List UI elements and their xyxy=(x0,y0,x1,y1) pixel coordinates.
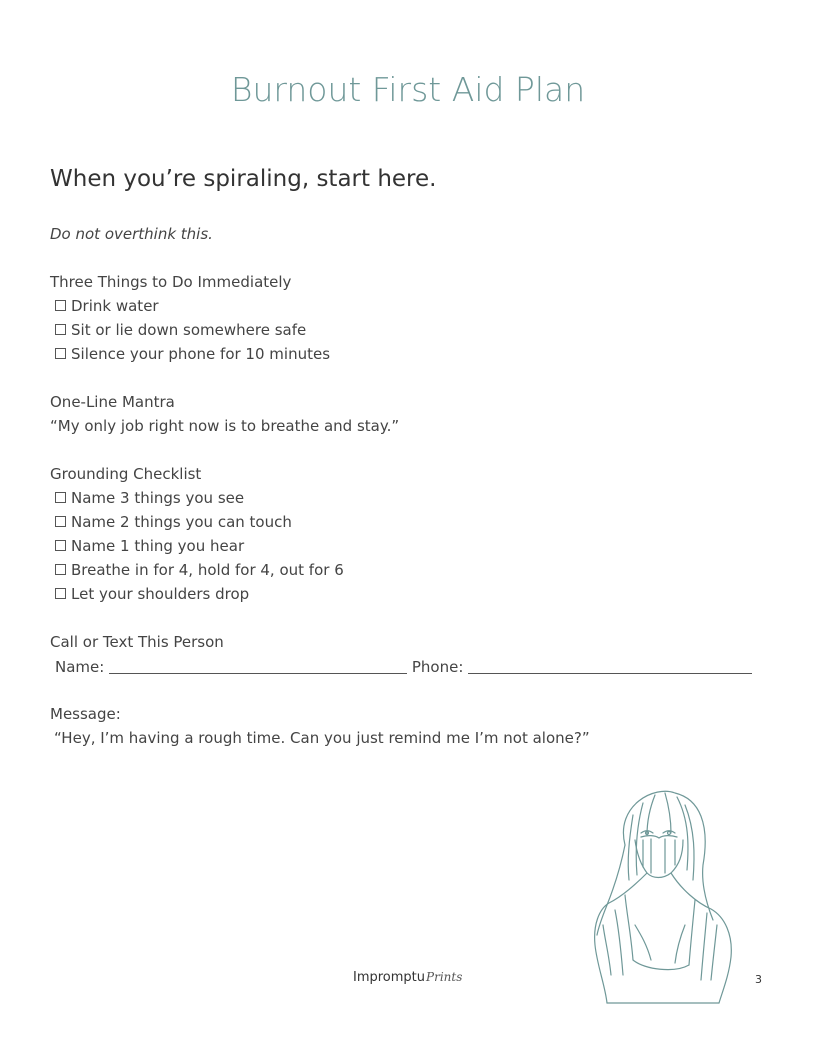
name-field[interactable] xyxy=(109,657,407,674)
checklist-item: Sit or lie down somewhere safe xyxy=(50,318,306,342)
message-heading: Message: xyxy=(50,705,121,723)
checklist-item: Breathe in for 4, hold for 4, out for 6 xyxy=(50,558,344,582)
grounding-heading: Grounding Checklist xyxy=(50,465,202,483)
phone-field[interactable] xyxy=(468,657,752,674)
mantra-text: “My only job right now is to breathe and stay.” xyxy=(50,417,400,435)
checkbox-icon[interactable] xyxy=(55,300,66,311)
checklist-item: Name 3 things you see xyxy=(50,486,244,510)
checkbox-icon[interactable] xyxy=(55,324,66,335)
checkbox-icon[interactable] xyxy=(55,492,66,503)
message-text: “Hey, I’m having a rough time. Can you just remind me I’m not alone?” xyxy=(54,729,590,747)
checkbox-icon[interactable] xyxy=(55,588,66,599)
page-number: 3 xyxy=(755,973,762,986)
woman-covering-face-illustration xyxy=(585,785,745,1007)
immediate-heading: Three Things to Do Immediately xyxy=(50,273,292,291)
contact-heading: Call or Text This Person xyxy=(50,633,224,651)
page-title: Burnout First Aid Plan xyxy=(230,70,586,109)
checklist-item: Name 2 things you can touch xyxy=(50,510,292,534)
checkbox-icon[interactable] xyxy=(55,516,66,527)
brand-logo: ImpromptuPrints xyxy=(353,970,463,985)
checklist-item: Name 1 thing you hear xyxy=(50,534,244,558)
checklist-item: Drink water xyxy=(50,294,159,318)
mantra-heading: One-Line Mantra xyxy=(50,393,175,411)
intro-text: Do not overthink this. xyxy=(50,225,213,243)
page-subtitle: When you’re spiraling, start here. xyxy=(50,166,437,192)
checkbox-icon[interactable] xyxy=(55,540,66,551)
checklist-item: Let your shoulders drop xyxy=(50,582,249,606)
contact-row xyxy=(55,655,752,679)
checklist-item: Silence your phone for 10 minutes xyxy=(50,342,330,366)
checkbox-icon[interactable] xyxy=(55,564,66,575)
name-label: Name: xyxy=(55,658,105,676)
checkbox-icon[interactable] xyxy=(55,348,66,359)
phone-label: Phone: xyxy=(411,658,464,676)
